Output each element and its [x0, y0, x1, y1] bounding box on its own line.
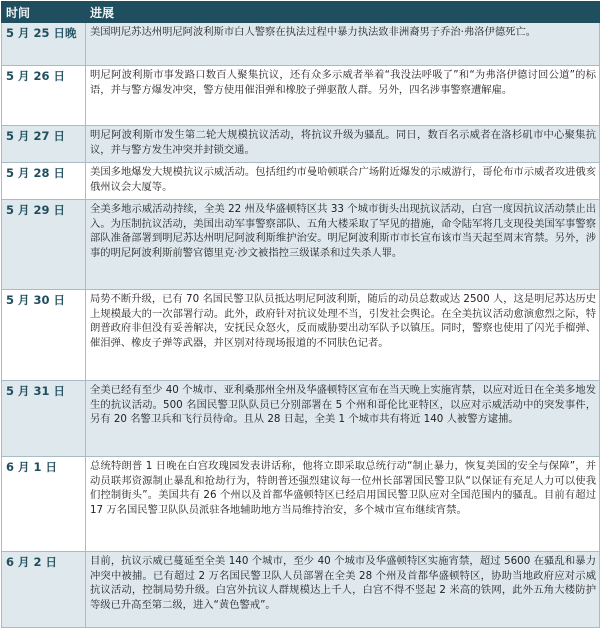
- table-row: [2, 552, 600, 628]
- table-row: [2, 126, 600, 163]
- event-cell: 美国明尼苏达州明尼阿波利斯市白人警察在执法过程中暴力执法致非洲裔男子乔治·弗洛伊德死亡。: [86, 23, 600, 66]
- timeline-table: [1, 1, 600, 628]
- table-row: [2, 290, 600, 381]
- date-cell: 5 月 27 日: [2, 126, 86, 163]
- table-row: [2, 457, 600, 552]
- event-cell: 局势不断升级，已有 70 名国民警卫队员抵达明尼阿波利斯，随后的动员总数或达 2500 人，这是明尼苏达历史上规模最大的一次部署行动。此外，政府针对抗议处理不当，引发社会舆论。在全美抗议活动愈演愈烈之际，特朗普政府非但没有妥善解决，安抚民众怒火，反而威胁要出动军队予以镇压。同时，警察也使用了闪光手榴弹、催泪弹、橡皮子弹等武器，并区别对待现场报道的不同肤色记者。: [86, 290, 600, 381]
- event-cell: 总统特朗普 1 日晚在白宫玫瑰园发表讲话称，他将立即采取总统行动“制止暴力，恢复美国的安全与保障”，并动员联邦资源制止暴乱和抢劫行为，特朗普还强烈建议每一位州长部署国民警卫队“以保证有充足人力可以使我们控制街头”。美国共有 26 个州以及首都华盛顿特区已经启用国民警卫队应对全国范围内的骚乱。目前有超过 17 万名国民警卫队队员派驻各地辅助地方当局维持治安，多个城市宣布继续宵禁。: [86, 457, 600, 552]
- date-cell: 6 月 2 日: [2, 552, 86, 628]
- event-cell: 美国多地爆发大规模抗议示威活动。包括纽约市曼哈顿联合广场附近爆发的示威游行，哥伦布市示威者攻进俄亥俄州议会大厦等。: [86, 163, 600, 200]
- date-cell: 5 月 25 日晚: [2, 23, 86, 66]
- table-row: [2, 163, 600, 200]
- progress-column-header: 进展: [86, 2, 600, 23]
- event-cell: 明尼阿波利斯市发生第二轮大规模抗议活动，将抗议升级为骚乱。同日，数百名示威者在洛杉矶市中心聚集抗议，并与警方发生冲突并封锁交通。: [86, 126, 600, 163]
- header-row: [2, 2, 600, 23]
- date-cell: 5 月 30 日: [2, 290, 86, 381]
- table-row: [2, 66, 600, 126]
- table-row: [2, 381, 600, 457]
- date-cell: 5 月 31 日: [2, 381, 86, 457]
- table-row: [2, 23, 600, 66]
- date-cell: 5 月 29 日: [2, 200, 86, 290]
- table-row: [2, 200, 600, 290]
- event-cell: 全美多地示威活动持续，全美 22 州及华盛顿特区共 33 个城市街头出现抗议活动，白宫一度因抗议活动禁止出入。为压制抗议活动，美国出动军事警察部队、五角大楼采取了罕见的措施，命令陆军将几支现役美国军事警察部队准备部署到明尼苏达州明尼阿波利斯维护治安。明尼阿波利斯市市长宣布该市当天起至周末宵禁。另外，涉事的明尼阿波利斯前警官德里克·沙文被指控三级谋杀和过失杀人罪。: [86, 200, 600, 290]
- event-cell: 全美已经有至少 40 个城市、亚利桑那州全州及华盛顿特区宣布在当天晚上实施宵禁，以应对近日在全美多地发生的抗议活动。500 名国民警卫队队员已分别部署在 5 个州和哥伦比亚特区，以应对示威活动中的突发事件，另有 20 名警卫兵和飞行员待命。且从 28 日起，全美 1 个城市共有将近 140 人被警方逮捕。: [86, 381, 600, 457]
- date-cell: 5 月 28 日: [2, 163, 86, 200]
- time-column-header: 时间: [2, 2, 86, 23]
- date-cell: 5 月 26 日: [2, 66, 86, 126]
- event-cell: 目前，抗议示威已蔓延至全美 140 个城市，至少 40 个城市及华盛顿特区实施宵禁，超过 5600 在骚乱和暴力冲突中被捕。已有超过 2 万名国民警卫队人员部署在全美 28 个州及首都华盛顿特区，协助当地政府应对示威抗议活动，控制局势升级。白宫外抗议人群规模达上千人，白宫不得不竖起 2 米高的铁网，此外五角大楼防护等级已升高至第二级，进入“黄色警戒”。: [86, 552, 600, 628]
- event-cell: 明尼阿波利斯市事发路口数百人聚集抗议，还有众多示威者举着“我没法呼吸了”和“为弗洛伊德讨回公道”的标语，并与警方爆发冲突，警方使用催泪弹和橡胶子弹驱散人群。另外，四名涉事警察遭解雇。: [86, 66, 600, 126]
- date-cell: 6 月 1 日: [2, 457, 86, 552]
